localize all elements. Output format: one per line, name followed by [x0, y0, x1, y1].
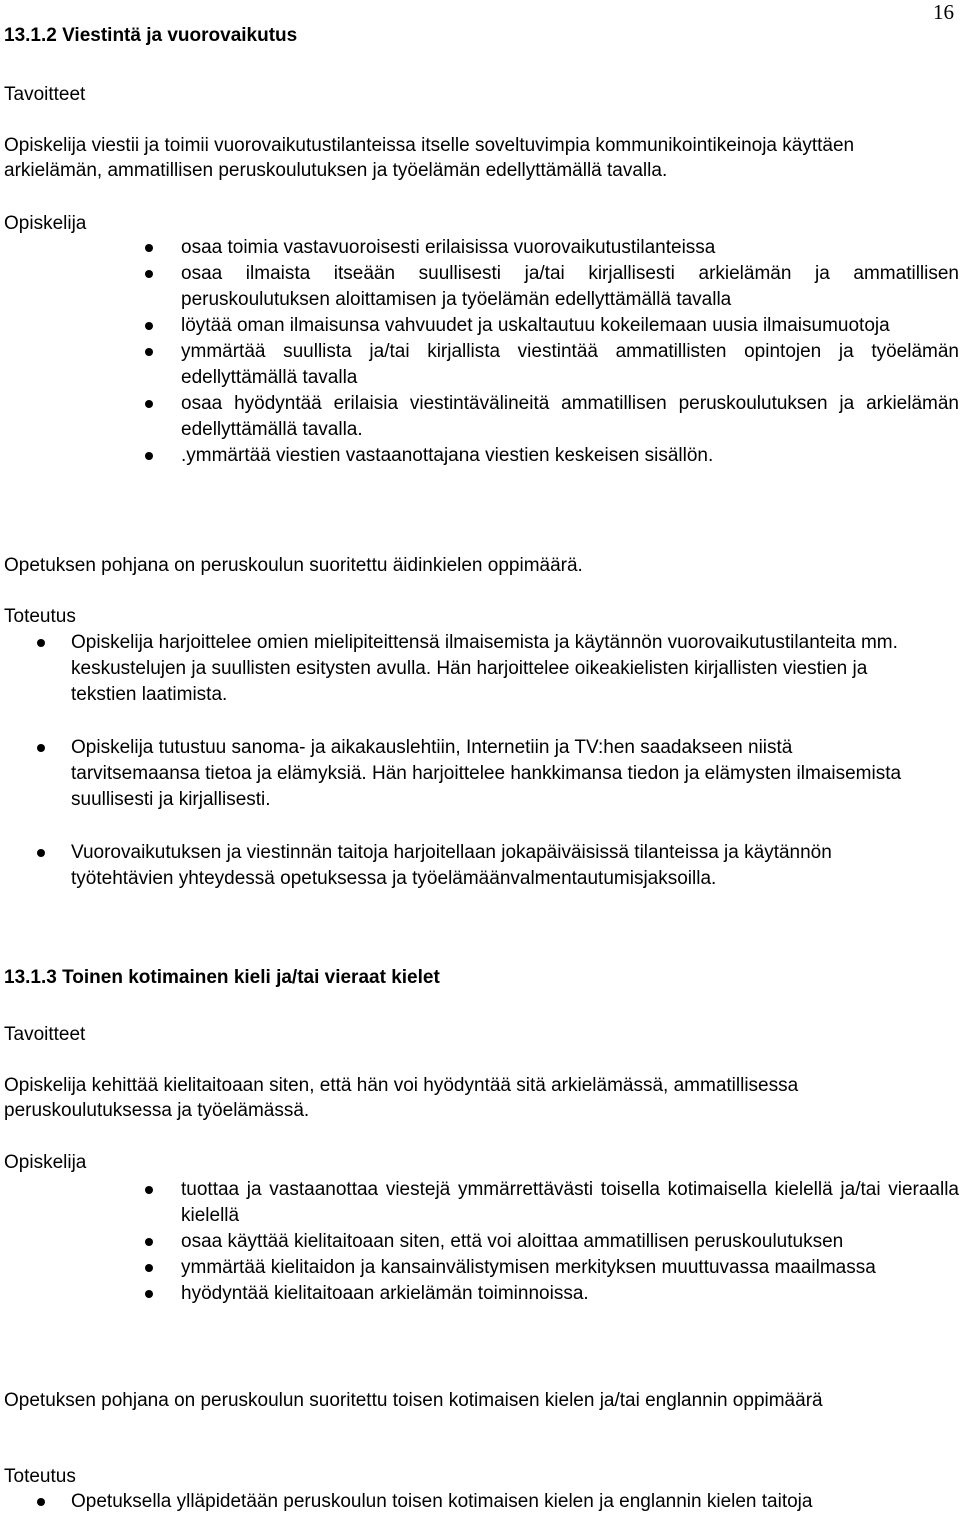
list-item: ymmärtää suullista ja/tai kirjallista viestintää ammatillisten opintojen ja työelämän edellyttämällä tavalla [4, 339, 959, 391]
implementation-label: Toteutus [4, 1466, 76, 1487]
list-item: Opiskelija tutustuu sanoma- ja aikakauslehtiin, Internetiin ja TV:hen saadakseen niistä tarvitsemaansa tietoa ja elämyksiä. Hän harjoittelee hankkimansa tiedon ja elämysten ilmaisemista suullisesti ja kirjallisesti. [4, 735, 904, 813]
implementation-list [4, 840, 904, 892]
student-goals-list [4, 1177, 959, 1307]
list-item: osaa hyödyntää erilaisia viestintävälineitä ammatillisen peruskoulutuksen ja arkielämän edellyttämällä tavalla. [4, 391, 959, 443]
list-item: Vuorovaikutuksen ja viestinnän taitoja harjoitellaan jokapäiväisissä tilanteissa ja käytännön työtehtävien yhteydessä opetuksessa ja työelämäänvalmentautumisjaksoilla. [4, 840, 904, 892]
basis-text: Opetuksen pohjana on peruskoulun suoritettu toisen kotimaisen kielen ja/tai englannin oppimäärä [4, 1390, 823, 1411]
goals-text: Opiskelija viestii ja toimii vuorovaikutustilanteissa itselle soveltuvimpia kommunikointikeinoja käyttäen arkielämän, ammatillisen peruskoulutuksen ja työelämän edellyttämällä tavalla. [4, 135, 855, 181]
goals-label: Tavoitteet [4, 84, 86, 105]
page-number: 16 [933, 0, 954, 24]
list-item: osaa toimia vastavuoroisesti erilaisissa vuorovaikutustilanteissa [4, 235, 959, 261]
student-goals-list [4, 235, 959, 469]
list-item: osaa ilmaista itseään suullisesti ja/tai kirjallisesti arkielämän ja ammatillisen peruskoulutuksen aloittamisen ja työelämän edellyttämällä tavalla [4, 261, 959, 313]
list-item: Opiskelija harjoittelee omien mielipiteittensä ilmaisemista ja käytännön vuorovaikutustilanteita mm. keskustelujen ja suullisten esitysten avulla. Hän harjoittelee oikeakielisten kirjallisten viestien ja tekstien laatimista. [4, 630, 904, 708]
student-label: Opiskelija [4, 1152, 87, 1173]
list-item: .ymmärtää viestien vastaanottajana viestien keskeisen sisällön. [4, 443, 959, 469]
goals-text: Opiskelija kehittää kielitaitoaan siten, että hän voi hyödyntää sitä arkielämässä, ammatillisessa peruskoulutuksessa ja työelämässä. [4, 1075, 799, 1121]
implementation-list [4, 1489, 954, 1515]
list-item: osaa käyttää kielitaitoaan siten, että voi aloittaa ammatillisen peruskoulutuksen [4, 1229, 959, 1255]
section-heading-viestinta: 13.1.2 Viestintä ja vuorovaikutus [4, 25, 298, 46]
student-label: Opiskelija [4, 213, 87, 234]
list-item: Opetuksella ylläpidetään peruskoulun toisen kotimaisen kielen ja englannin kielen taitoja [4, 1489, 954, 1515]
list-item: hyödyntää kielitaitoaan arkielämän toiminnoissa. [4, 1281, 959, 1307]
list-item: tuottaa ja vastaanottaa viestejä ymmärrettävästi toisella kotimaisella kielellä ja/tai vieraalla kielellä [4, 1177, 959, 1229]
list-item: löytää oman ilmaisunsa vahvuudet ja uskaltautuu kokeilemaan uusia ilmaisumuotoja [4, 313, 959, 339]
implementation-list [4, 735, 904, 813]
implementation-label: Toteutus [4, 606, 76, 627]
implementation-list [4, 630, 904, 708]
goals-label: Tavoitteet [4, 1024, 86, 1045]
section-heading-kielet: 13.1.3 Toinen kotimainen kieli ja/tai vieraat kielet [4, 967, 440, 988]
list-item: ymmärtää kielitaidon ja kansainvälistymisen merkityksen muuttuvassa maailmassa [4, 1255, 959, 1281]
basis-text: Opetuksen pohjana on peruskoulun suoritettu äidinkielen oppimäärä. [4, 555, 583, 576]
